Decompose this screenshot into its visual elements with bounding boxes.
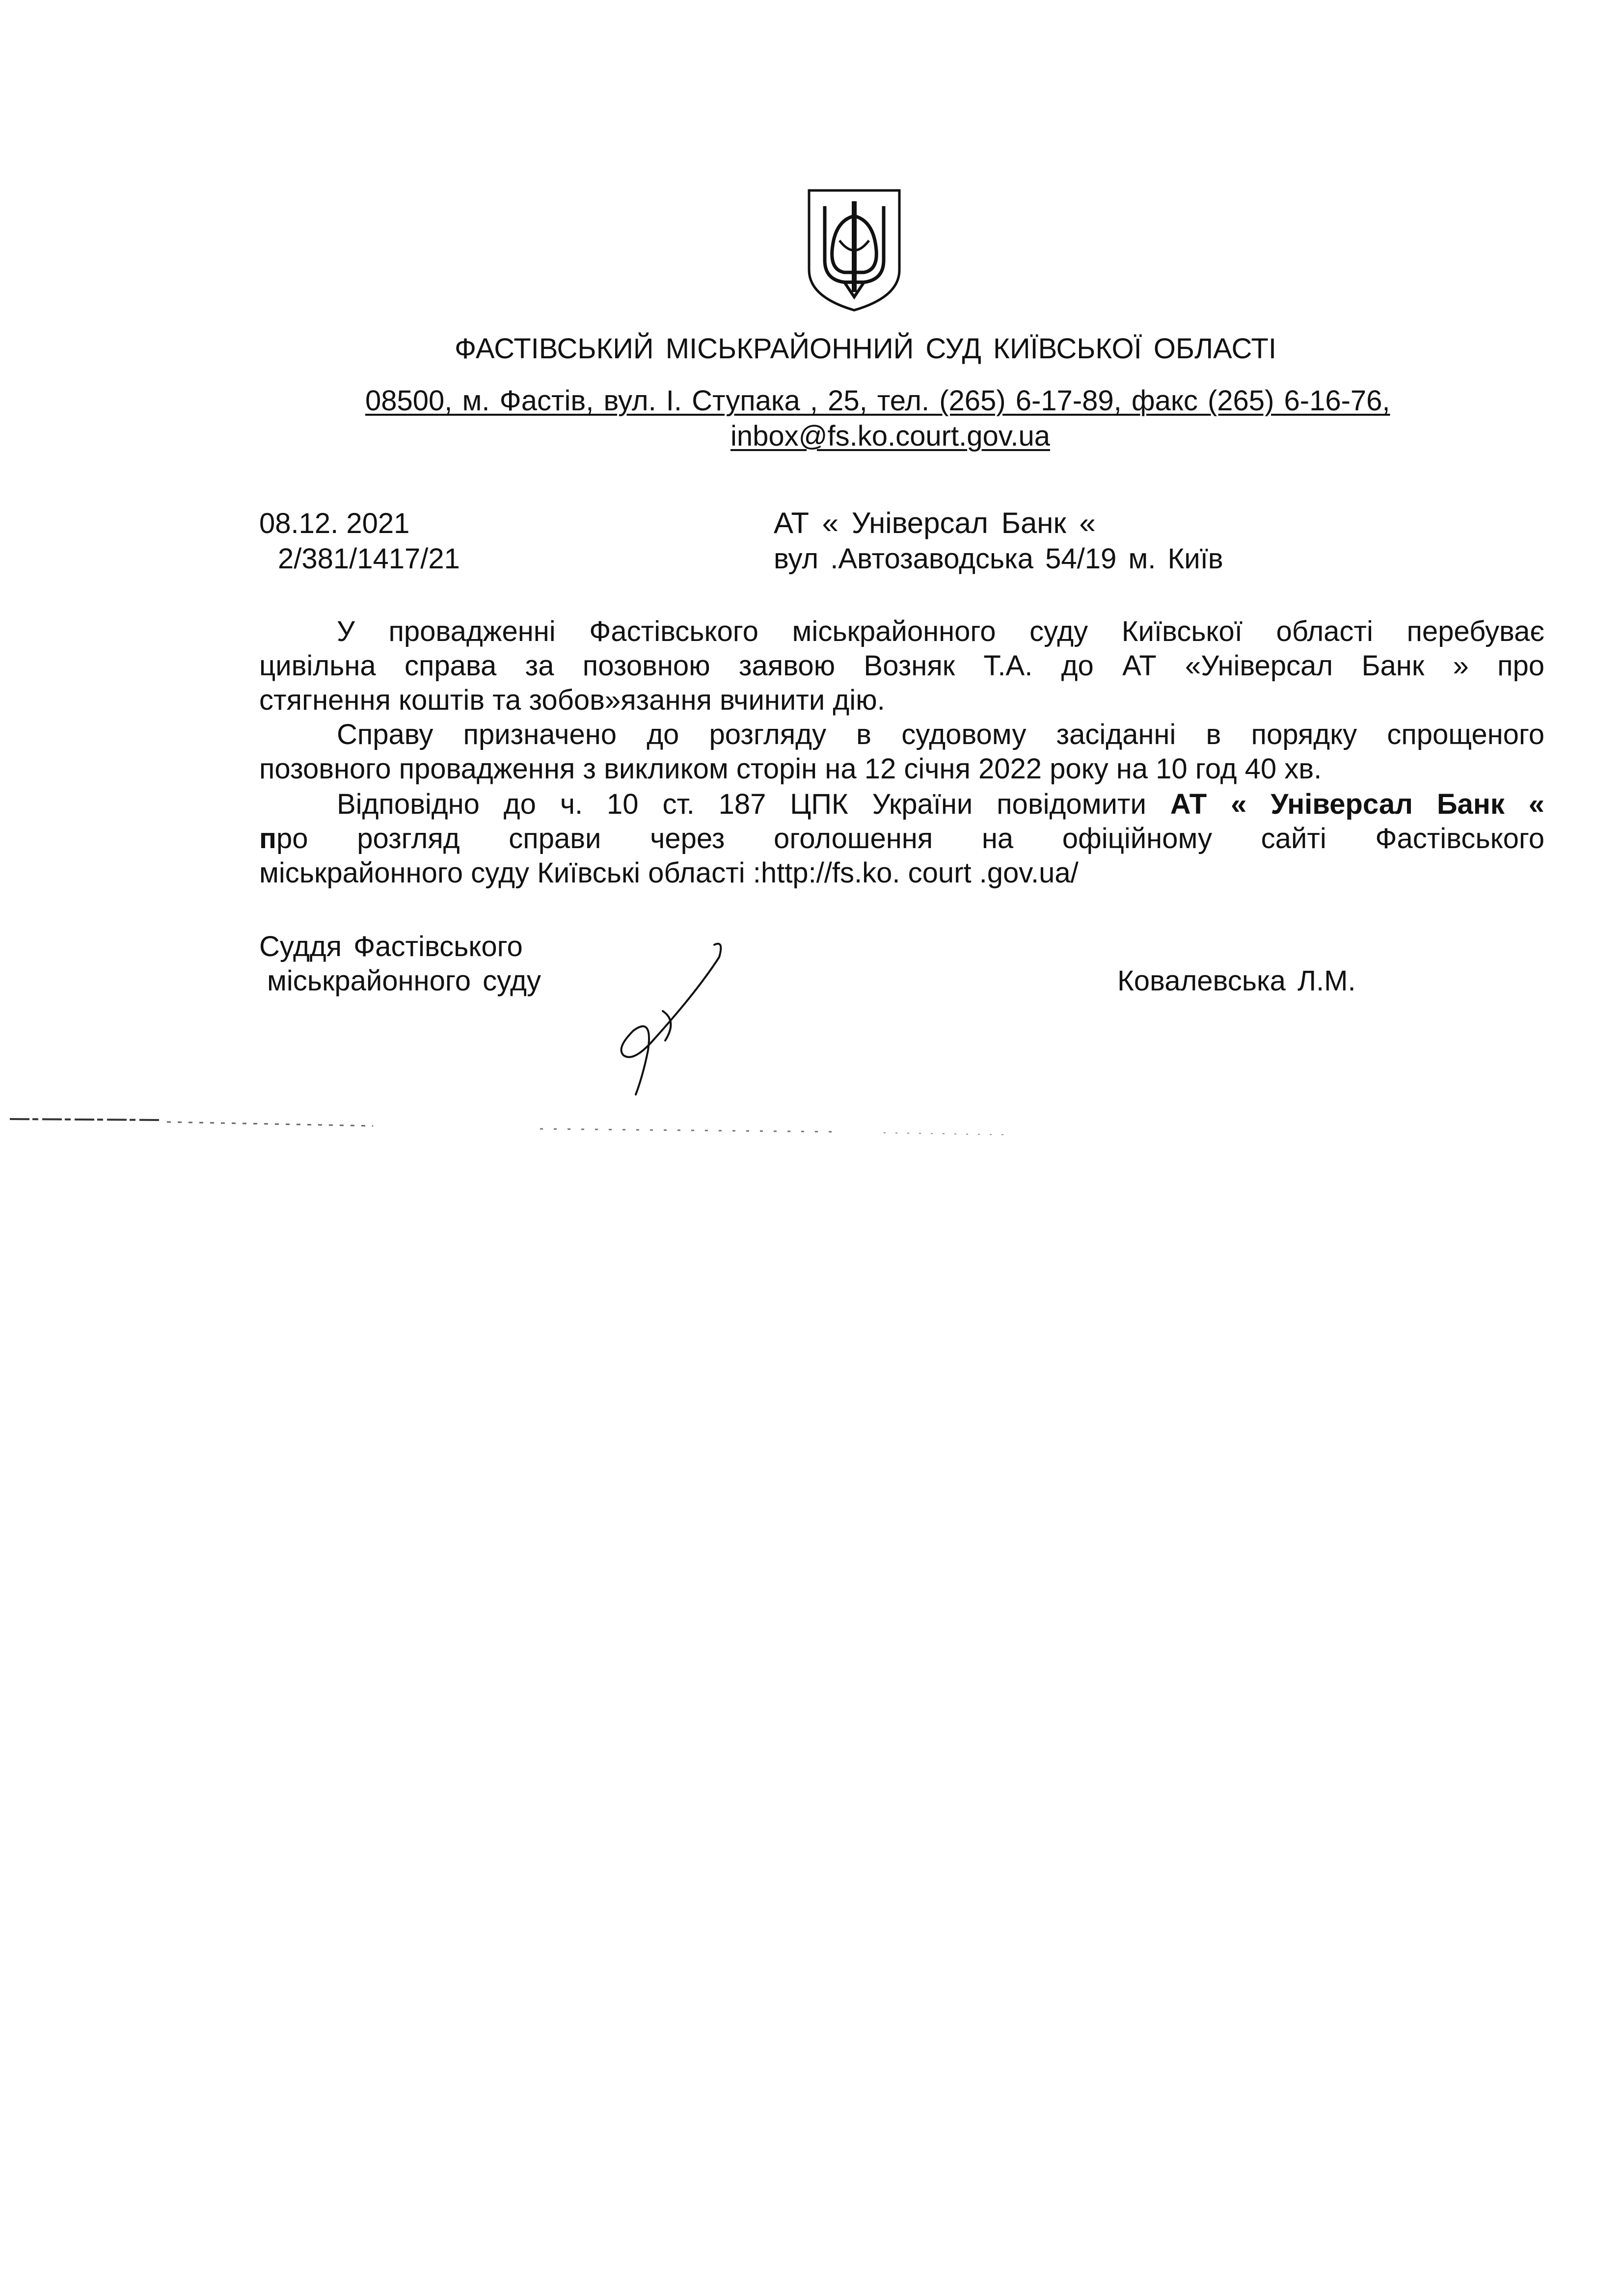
paragraph-3-bold-letter: п (259, 823, 277, 854)
paragraph-3-line-3: міськрайонного суду Київські області :http://fs.ko. court .gov.ua/ (259, 857, 1079, 889)
handwritten-signature (579, 937, 736, 1099)
recipient-address: вул .Автозаводська 54/19 м. Київ (774, 543, 1223, 575)
paragraph-1-line-2: цивільна справа за позовною заявою Возняк Т.А. до АТ «Універсал Банк » про (259, 650, 1544, 682)
coat-of-arms-icon (805, 187, 903, 314)
paragraph-3-line-2 (259, 825, 1544, 853)
paragraph-1-line-1: У провадженні Фастівського міськрайонного суду Київської області перебуває (337, 615, 1544, 647)
paragraph-2-line-2: позовного провадження з викликом сторін на 12 січня 2022 року на 10 год 40 хв. (259, 753, 1322, 785)
paragraph-1-line-3: стягнення коштів та зобов»язання вчинити дію. (259, 684, 885, 716)
court-address: 08500, м. Фастів, вул. І. Ступака , 25, тел. (265) 6-17-89, факс (265) 6-16-76, (365, 385, 1390, 417)
recipient-name: АТ « Універсал Банк « (774, 507, 1096, 539)
scan-artifact-line (0, 1109, 1031, 1139)
paragraph-2-line-1: Справу призначено до розгляду в судовому засіданні в порядку спрощеного (337, 719, 1544, 750)
judge-title-line-2: міськрайонного суду (267, 965, 541, 997)
paragraph-3-line-1 (337, 790, 1544, 819)
judge-title-line-1: Суддя Фастівського (259, 931, 523, 962)
judge-name: Ковалевська Л.М. (1117, 965, 1356, 997)
paragraph-3-recipient-bold: АТ « Універсал Банк « (1170, 788, 1544, 820)
court-name: ФАСТІВСЬКИЙ МІСЬКРАЙОННИЙ СУД КИЇВСЬКОЇ ОБЛАСТІ (455, 333, 1276, 365)
paragraph-3-line-2-text: ро розгляд справи через оголошення на офіційному сайті Фастівського (276, 823, 1544, 854)
paragraph-3-line-1-text: Відповідно до ч. 10 ст. 187 ЦПК України повідомити (337, 788, 1146, 820)
case-number: 2/381/1417/21 (278, 543, 460, 575)
document-date: 08.12. 2021 (259, 507, 410, 539)
court-email: inbox@fs.ko.court.gov.ua (730, 420, 1051, 452)
